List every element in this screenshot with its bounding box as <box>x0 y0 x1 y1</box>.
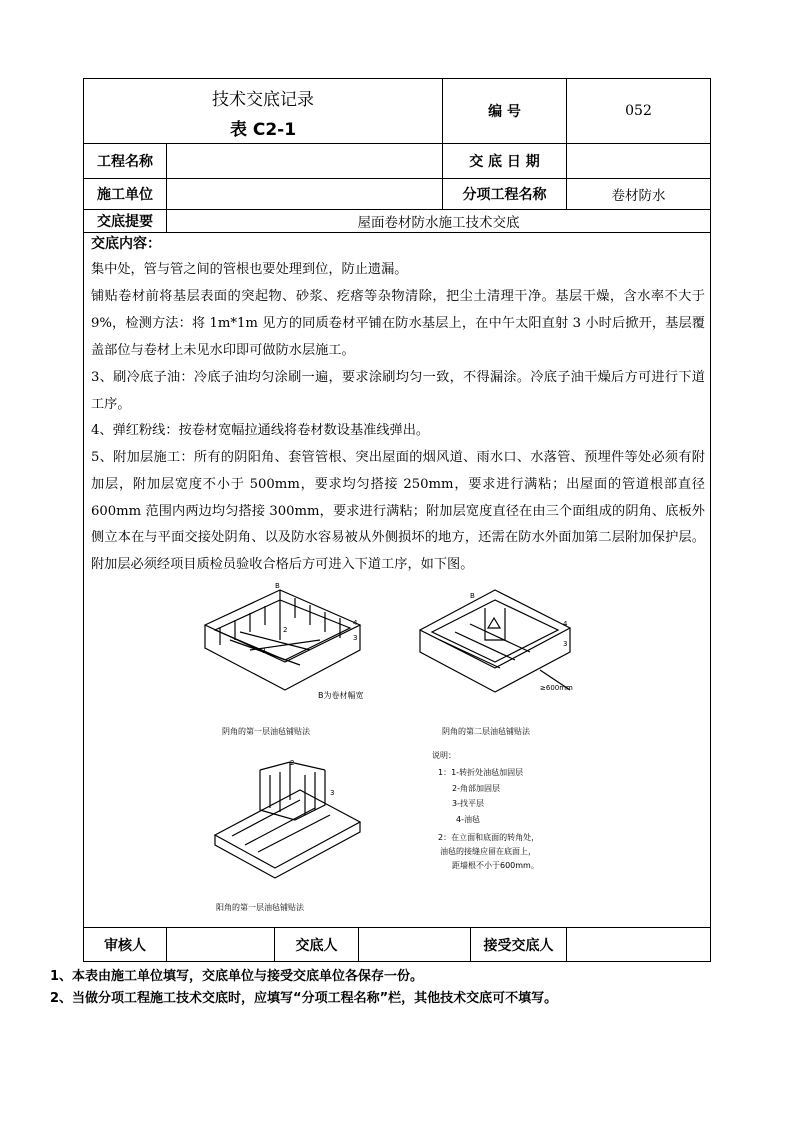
svg-text:3: 3 <box>563 640 568 648</box>
svg-text:2：在立面和底面的转角处，: 2：在立面和底面的转角处， <box>438 833 540 842</box>
fig3-outer-corner-first-layer <box>215 762 360 878</box>
svg-text:1：1-转折处油毡加固层: 1：1-转折处油毡加固层 <box>438 768 524 777</box>
fig2-inner-corner-second-layer <box>420 590 570 692</box>
receiver-field[interactable] <box>567 928 710 961</box>
svg-text:3: 3 <box>330 789 335 797</box>
svg-text:B为卷材幅宽: B为卷材幅宽 <box>318 691 364 700</box>
svg-text:4-油毡: 4-油毡 <box>456 815 480 824</box>
svg-text:1: 1 <box>262 647 267 655</box>
subitem-value[interactable]: 卷材防水 <box>611 188 666 204</box>
svg-text:阳角的第一层油毡铺贴法: 阳角的第一层油毡铺贴法 <box>216 903 304 912</box>
svg-text:4: 4 <box>563 620 568 628</box>
subitem-label: 分项工程名称 <box>462 187 547 203</box>
fig1-inner-corner-first-layer <box>205 590 360 690</box>
footnote-1: 1、本表由施工单位填写，交底单位与接受交底单位各保存一份。 <box>50 969 424 984</box>
date-label: 交 底 日 期 <box>469 154 540 170</box>
svg-text:B: B <box>275 582 280 590</box>
content-heading: 交底内容： <box>91 236 161 252</box>
svg-text:2: 2 <box>290 759 295 767</box>
svg-text:3-找平层: 3-找平层 <box>452 799 484 808</box>
reviewer-label: 审核人 <box>104 937 146 954</box>
form-number-code: 表 C2-1 <box>229 119 297 140</box>
number-label: 编 号 <box>488 104 521 120</box>
svg-text:说明：: 说明： <box>432 751 456 760</box>
svg-text:油毡的接缝应留在底面上，: 油毡的接缝应留在底面上， <box>440 847 536 856</box>
content-paragraph-1: 集中处，管与管之间的管根也要处理到位，防止遗漏。 <box>91 262 408 277</box>
footnote-2: 2、当做分项工程施工技术交底时，应填写“分项工程名称”栏，其他技术交底可不填写。 <box>50 991 558 1006</box>
project-name-label: 工程名称 <box>97 154 153 170</box>
content-paragraph-3: 3、刷冷底子油：冷底子油均匀涂刷一遍，要求涂刷均匀一致，不得漏涂。冷底子油干燥后方可进行下道工序。 <box>91 370 705 412</box>
svg-text:≥600mm: ≥600mm <box>540 684 573 692</box>
form-title: 技术交底记录 <box>212 89 314 110</box>
receiver-label: 接受交底人 <box>483 937 554 954</box>
svg-text:阴角的第二层油毡铺贴法: 阴角的第二层油毡铺贴法 <box>442 727 530 736</box>
content-paragraph-4: 4、弹红粉线：按卷材宽幅拉通线将卷材数设基准线弹出。 <box>91 423 430 438</box>
figure-tags <box>262 582 573 797</box>
discloser-label: 交底人 <box>295 937 338 954</box>
svg-text:2-角部加固层: 2-角部加固层 <box>452 784 500 793</box>
svg-text:阴角的第一层油毡铺贴法: 阴角的第一层油毡铺贴法 <box>222 727 310 736</box>
svg-text:B: B <box>470 592 475 600</box>
construction-unit-label: 施工单位 <box>97 187 153 203</box>
svg-text:2: 2 <box>283 626 288 634</box>
discloser-field[interactable] <box>359 928 470 961</box>
summary-label: 交底提要 <box>97 214 153 230</box>
svg-text:距墙根不小于600mm。: 距墙根不小于600mm。 <box>452 861 539 870</box>
number-value[interactable]: 052 <box>625 103 652 119</box>
reviewer-field[interactable] <box>167 928 274 961</box>
summary-value[interactable]: 屋面卷材防水施工技术交底 <box>357 215 520 231</box>
figure-legend <box>432 750 539 870</box>
svg-text:4: 4 <box>353 619 358 627</box>
svg-text:3: 3 <box>353 634 358 642</box>
content-paragraph-5: 5、附加层施工：所有的阴阳角、套管管根、突出屋面的烟风道、雨水口、水落管、预埋件等处必须有附加层，附加层宽度不小于 500mm，要求均匀搭接 250mm，要求进行满粘；出屋面的管道根部直径 600mm 范围内两边均匀搭接 300mm，要求进行满粘；附加层宽度直径在由三个面组成的阴角、底板外侧立本在与平面交接处阴角、以及防水容易被从外侧损坏的地方，还需在防水外面加第二层附加保护层。附加层必须经项目质检员验收合格后方可进入下道工序，如下图。 <box>91 450 705 573</box>
content-paragraph-2: 铺贴卷材前将基层表面的突起物、砂浆、疙瘩等杂物清除，把尘土清理干净。基层干燥，含水率不大于 9%，检测方法：将 1m*1m 见方的同质卷材平铺在防水基层上，在中午太阳直射 3 小时后掀开，基层覆盖部位与卷材上未见水印即可做防水层施工。 <box>91 289 705 358</box>
